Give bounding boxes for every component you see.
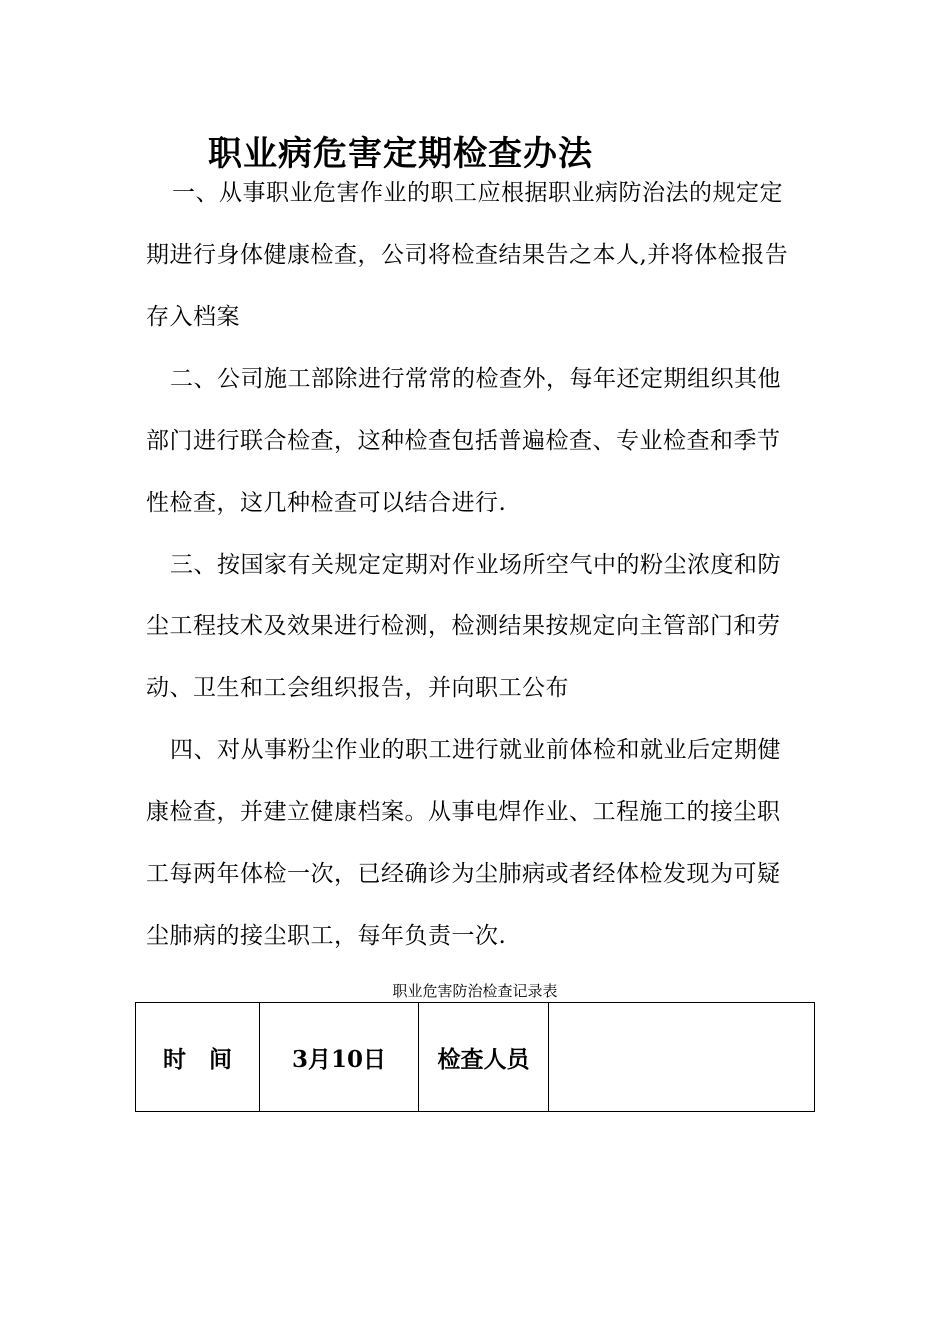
paragraph-line: 一、从事职业危害作业的职工应根据职业病防治法的规定定 (172, 180, 783, 206)
paragraph-line: 存入档案 (146, 304, 240, 330)
paragraph-line: 工每两年体检一次，已经确诊为尘肺病或者经体检发现为可疑 (146, 861, 781, 887)
table-row (136, 1003, 815, 1112)
paragraph-line: 期进行身体健康检查，公司将检查结果告之本人,并将体检报告 (146, 242, 789, 268)
document-title: 职业病危害定期检查办法 (208, 134, 593, 174)
inspector-value-cell (549, 1003, 815, 1112)
time-value-cell: 3月10日 (260, 1003, 419, 1112)
paragraph-line: 部门进行联合检查，这种检查包括普遍检查、专业检查和季节 (146, 428, 781, 454)
time-label-cell: 时 间 (136, 1003, 260, 1112)
paragraph-line: 动、卫生和工会组织报告，并向职工公布 (146, 675, 569, 701)
paragraph-line: 二、公司施工部除进行常常的检查外，每年还定期组织其他 (170, 366, 781, 392)
paragraph-line: 四、对从事粉尘作业的职工进行就业前体检和就业后定期健 (170, 737, 781, 763)
paragraph-line: 尘工程技术及效果进行检测，检测结果按规定向主管部门和劳 (146, 613, 781, 639)
table-caption: 职业危害防治检查记录表 (392, 982, 558, 1000)
inspection-record-table (135, 1002, 815, 1112)
paragraph-line: 性检查，这几种检查可以结合进行. (146, 490, 507, 516)
paragraph-line: 尘肺病的接尘职工，每年负责一次. (146, 923, 507, 949)
paragraph-line: 三、按国家有关规定定期对作业场所空气中的粉尘浓度和防 (170, 552, 781, 578)
paragraph-line: 康检查，并建立健康档案。从事电焊作业、工程施工的接尘职 (146, 799, 781, 825)
inspector-label-cell: 检查人员 (419, 1003, 549, 1112)
